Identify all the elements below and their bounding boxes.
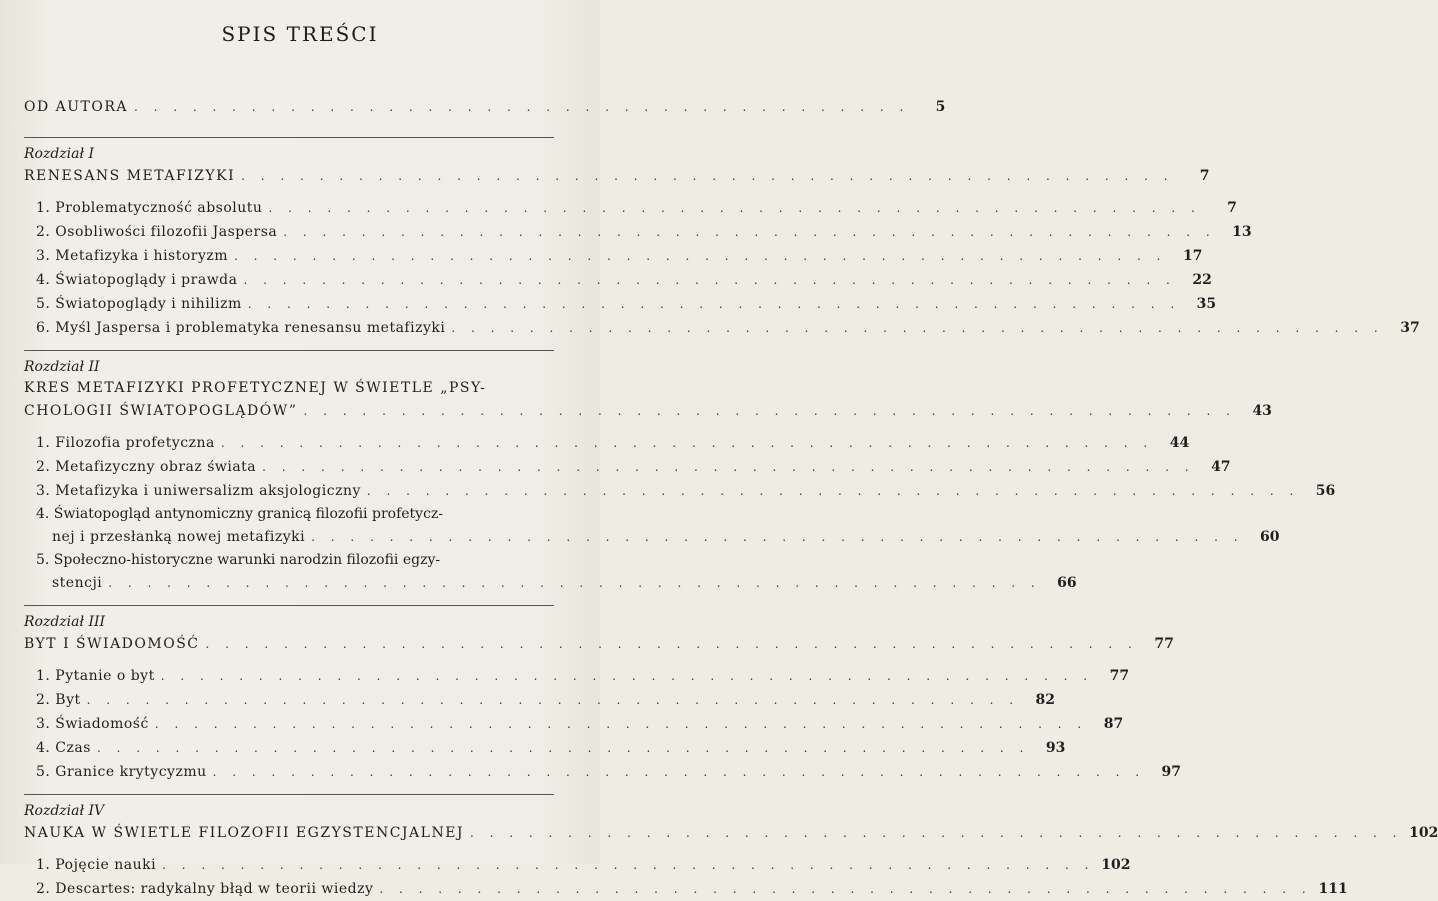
leader-dots: . . . . . . . . . . . . . . . . . . . . . . . . . . . . . . . . . . . . . . . . . . . . . . . . <box>303 404 1236 418</box>
spacer <box>24 656 554 664</box>
section-title: 2. Osobliwości filozofii Jaspersa <box>36 224 278 240</box>
section-title: 5. Światopoglądy i nihilizm <box>36 296 242 312</box>
section-title: nej i przesłanką nowej metafizyki <box>52 529 306 545</box>
section-title: 4. Światopoglądy i prawda <box>36 272 238 288</box>
leader-dots: . . . . . . . . . . . . . . . . . . . . . . . . . . . . . . . . . . . . . . . . . . . . . . . . <box>212 765 1146 779</box>
toc-page-number: 13 <box>1232 224 1252 240</box>
toc-page-number: 102 <box>1101 857 1131 873</box>
chapter-separator <box>24 350 554 351</box>
chapter-block <box>24 605 1182 784</box>
toc-section-entry <box>24 525 1280 549</box>
section-title: 1. Pojęcie nauki <box>36 857 157 873</box>
toc-page-number: 111 <box>1318 881 1348 897</box>
toc-section-entry <box>24 760 1182 784</box>
chapter-separator <box>24 137 554 138</box>
chapter-title: NAUKA W ŚWIETLE FILOZOFII EGZYSTENCJALNEJ <box>24 825 465 841</box>
toc-section-entry <box>24 736 1066 760</box>
leader-dots: . . . . . . . . . . . . . . . . . . . . . . . . . . . . . . . . . . . . . . . . . . . . . . . . <box>366 484 1300 498</box>
section-title: 3. Świadomość <box>36 716 149 732</box>
leader-dots: . . . . . . . . . . . . . . . . . . . . . . . . . . . . . . . . . . . . . . . . . . . . . . . . <box>268 201 1201 215</box>
toc-section-entry <box>24 244 1203 268</box>
toc-section-entry <box>24 877 1348 901</box>
toc-page-number: 87 <box>1103 716 1124 732</box>
leader-dots: . . . . . . . . . . . . . . . . . . . . . . . . . . . . . . . . . . . . . . . . . . . . . . . . <box>220 436 1154 450</box>
section-title: 1. Problematyczność absolutu <box>36 200 263 216</box>
toc-page-number: 77 <box>1154 636 1174 652</box>
section-title: 2. Metafizyczny obraz świata <box>36 459 257 475</box>
chapter-title-row <box>24 399 1272 423</box>
chapter-block <box>24 137 1420 340</box>
toc-page-number: 60 <box>1260 529 1280 545</box>
toc-page-number: 77 <box>1109 668 1130 684</box>
leader-dots: . . . . . . . . . . . . . . . . . . . . . . . . . . . . . . . . . . . . . . . . <box>134 100 910 114</box>
spacer <box>24 845 554 853</box>
chapter-block <box>24 794 1438 901</box>
toc-section-entry <box>24 479 1336 503</box>
toc-entry-label: OD AUTORA <box>24 99 129 115</box>
leader-dots: . . . . . . . . . . . . . . . . . . . . . . . . . . . . . . . . . . . . . . . . . . . . . . . . <box>108 576 1041 590</box>
toc-section-entry <box>24 196 1237 220</box>
chapter-number: Rozdział IV <box>24 803 105 819</box>
toc-section-entry <box>24 853 1131 877</box>
toc-section-entry <box>24 688 1056 712</box>
section-title: 2. Descartes: radykalny błąd w teorii wiedzy <box>36 881 374 897</box>
toc-page-number: 93 <box>1045 740 1066 756</box>
toc-section-entry <box>24 712 1124 736</box>
chapter-title-line: KRES METAFIZYKI PROFETYCZNEJ W ŚWIETLE „PSY- <box>24 380 487 396</box>
toc-page-number: 37 <box>1400 320 1420 336</box>
toc-page-number: 66 <box>1057 575 1077 591</box>
section-title: 4. Czas <box>36 740 91 756</box>
toc-page-number: 56 <box>1315 483 1336 499</box>
toc-entry-od-autora <box>24 95 946 119</box>
chapter-number: Rozdział III <box>24 614 106 630</box>
toc-section-entry <box>24 571 1077 595</box>
toc-page-number: 47 <box>1211 459 1231 475</box>
toc-section-entry <box>24 316 1420 340</box>
section-title: stencji <box>52 575 103 591</box>
section-title: 2. Byt <box>36 692 81 708</box>
toc-section-entry <box>24 431 1190 455</box>
toc-page-number: 102 <box>1409 825 1438 841</box>
leader-dots: . . . . . . . . . . . . . . . . . . . . . . . . . . . . . . . . . . . . . . . . . . . . . . . . <box>162 858 1095 872</box>
toc-page-number: 43 <box>1252 403 1272 419</box>
leader-dots: . . . . . . . . . . . . . . . . . . . . . . . . . . . . . . . . . . . . . . . . . . . . . . . . <box>451 321 1384 335</box>
leader-dots: . . . . . . . . . . . . . . . . . . . . . . . . . . . . . . . . . . . . . . . . . . . . . . . . <box>86 693 1020 707</box>
toc-page-number: 17 <box>1182 248 1203 264</box>
chapter-title: RENESANS METAFIZYKI <box>24 168 236 184</box>
leader-dots: . . . . . . . . . . . . . . . . . . . . . . . . . . . . . . . . . . . . . . . . . . . . . . . . <box>470 826 1403 840</box>
section-title-line: 5. Społeczno-historyczne warunki narodzin filozofii egzy- <box>36 552 441 568</box>
leader-dots: . . . . . . . . . . . . . . . . . . . . . . . . . . . . . . . . . . . . . . . . . . . . . . . . <box>96 741 1030 755</box>
chapter-number: Rozdział II <box>24 359 100 375</box>
section-title: 1. Pytanie o byt <box>36 668 155 684</box>
chapter-block <box>24 350 1336 595</box>
leader-dots: . . . . . . . . . . . . . . . . . . . . . . . . . . . . . . . . . . . . . . . . . . . . . . . . <box>379 882 1312 896</box>
toc-section-entry <box>24 268 1212 292</box>
leader-dots: . . . . . . . . . . . . . . . . . . . . . . . . . . . . . . . . . . . . . . . . . . . . . . . . <box>243 273 1176 287</box>
chapter-title: BYT I ŚWIADOMOŚĆ <box>24 636 200 652</box>
toc-section-entry <box>24 292 1217 316</box>
leader-dots: . . . . . . . . . . . . . . . . . . . . . . . . . . . . . . . . . . . . . . . . . . . . . . . . <box>262 460 1195 474</box>
leader-dots: . . . . . . . . . . . . . . . . . . . . . . . . . . . . . . . . . . . . . . . . . . . . . . . . <box>154 717 1088 731</box>
section-title: 6. Myśl Jaspersa i problematyka renesansu metafizyki <box>36 320 446 336</box>
leader-dots: . . . . . . . . . . . . . . . . . . . . . . . . . . . . . . . . . . . . . . . . . . . . . . . . <box>283 225 1216 239</box>
section-title: 1. Filozofia profetyczna <box>36 435 215 451</box>
chapter-title-row <box>24 164 1210 188</box>
chapter-number: Rozdział I <box>24 146 95 162</box>
leader-dots: . . . . . . . . . . . . . . . . . . . . . . . . . . . . . . . . . . . . . . . . . . . . . . . . <box>234 249 1167 263</box>
toc-page-number: 7 <box>1199 168 1210 184</box>
table-of-contents <box>24 95 1438 901</box>
section-title: 3. Metafizyka i uniwersalizm aksjologiczny <box>36 483 361 499</box>
chapter-title: CHOLOGII ŚWIATOPOGLĄDÓW” <box>24 403 298 419</box>
toc-page-number: 97 <box>1161 764 1182 780</box>
toc-section-entry <box>24 220 1252 244</box>
chapter-separator <box>24 794 554 795</box>
toc-page-number: 5 <box>935 99 946 115</box>
leader-dots: . . . . . . . . . . . . . . . . . . . . . . . . . . . . . . . . . . . . . . . . . . . . . . . . <box>241 169 1174 183</box>
chapter-title-row <box>24 821 1438 845</box>
section-title: 3. Metafizyka i historyzm <box>36 248 229 264</box>
leader-dots: . . . . . . . . . . . . . . . . . . . . . . . . . . . . . . . . . . . . . . . . . . . . . . . . <box>247 297 1181 311</box>
toc-page-number: 35 <box>1196 296 1217 312</box>
toc-page-number: 44 <box>1169 435 1190 451</box>
section-title-line: 4. Światopogląd antynomiczny granicą filozofii profetycz- <box>36 506 444 522</box>
toc-section-entry <box>24 455 1231 479</box>
leader-dots: . . . . . . . . . . . . . . . . . . . . . . . . . . . . . . . . . . . . . . . . . . . . . . . . <box>160 669 1094 683</box>
toc-page-number: 22 <box>1192 272 1212 288</box>
leader-dots: . . . . . . . . . . . . . . . . . . . . . . . . . . . . . . . . . . . . . . . . . . . . . . . . <box>205 637 1138 651</box>
spacer <box>24 423 554 431</box>
page-title: SPIS TREŚCI <box>221 22 379 46</box>
toc-section-entry <box>24 664 1130 688</box>
toc-page-number: 7 <box>1227 200 1237 216</box>
spacer <box>24 188 554 196</box>
toc-page-number: 82 <box>1035 692 1056 708</box>
chapter-separator <box>24 605 554 606</box>
chapter-title-row <box>24 632 1174 656</box>
leader-dots: . . . . . . . . . . . . . . . . . . . . . . . . . . . . . . . . . . . . . . . . . . . . . . . . <box>311 530 1244 544</box>
section-title: 5. Granice krytycyzmu <box>36 764 207 780</box>
